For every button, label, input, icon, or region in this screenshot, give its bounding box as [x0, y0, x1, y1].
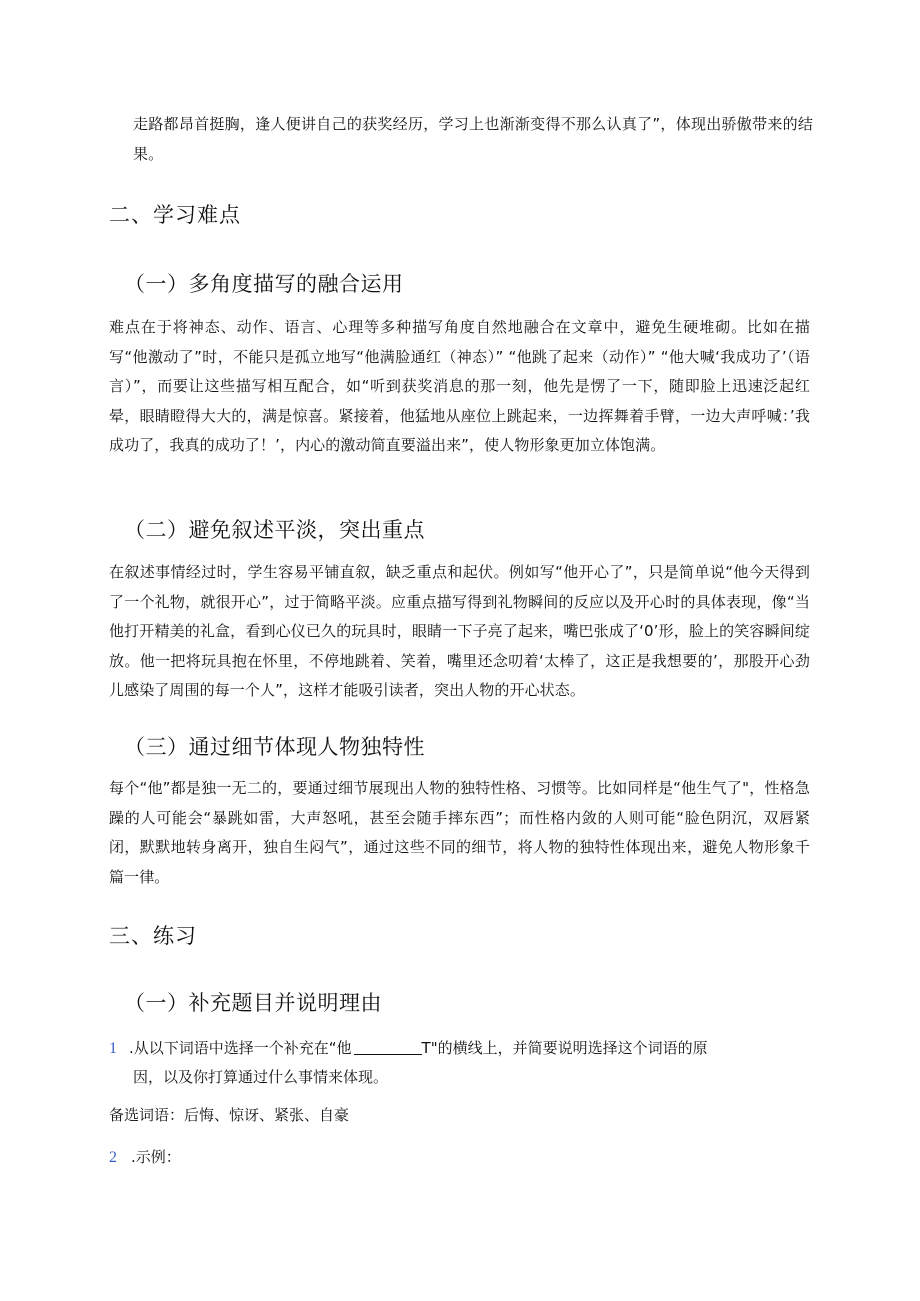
paragraph-avoid-flat: 在叙述事情经过时，学生容易平铺直叙，缺乏重点和起伏。例如写“他开心了”，只是简单说“他今天得到了一个礼物，就很开心”，过于简略平淡。应重点描写得到礼物瞬间的反应以及开心时的具体表现，像“当他打开精美的礼盒，看到心仪已久的玩具时，眼睛一下子亮了起来，嘴巴张成了‘0’形，脸上的笑容瞬间绽放。他一把将玩具抱在怀里，不停地跳着、笑着，嘴里还念叨着‘太棒了，这正是我想要的’，那股开心劲儿感染了周围的每一个人”，这样才能吸引读者，突出人物的开心状态。	[109, 563, 810, 699]
subsection-title-fill-in: （一）补充题目并说明理由	[124, 991, 382, 1015]
list-item-1-text-before: .从以下词语中选择一个补充在“他	[129, 1039, 352, 1057]
list-item-1-text-after: T"的横线上，并简要说明选择这个词语的原	[421, 1039, 708, 1057]
list-item-1	[109, 1034, 809, 1063]
list-item-2-text: .示例：	[131, 1148, 181, 1166]
list-item-2	[109, 1143, 509, 1172]
list-item-1-continuation: 因，以及你打算通过什么事情来体现。	[133, 1068, 389, 1086]
paragraph-details: 每个“他”都是独一无二的，要通过细节展现出人物的独特性格、习惯等。比如同样是“他生气了"，性格急躁的人可能会“暴跳如雷，大声怒吼，甚至会随手摔东西”；而性格内敛的人则可能“脸色阴沉，双唇紧闭，默默地转身离开，独自生闷气”，通过这些不同的细节，将人物的独特性体现出来，避免人物形象千篇一律。	[109, 779, 810, 886]
word-options: 备选词语：后悔、惊讶、紧张、自豪	[109, 1106, 350, 1124]
continued-paragraph: 走路都昂首挺胸，逢人便讲自己的获奖经历，学习上也渐渐变得不那么认真了”，体现出骄傲带来的结果。	[133, 115, 813, 163]
fill-in-blank-line	[354, 1037, 422, 1055]
list-number-1: 1	[109, 1040, 117, 1057]
section-title-difficulties: 二、学习难点	[109, 203, 241, 227]
list-number-2: 2	[109, 1149, 117, 1166]
subsection-title-avoid-flat: （二）避免叙述平淡，突出重点	[124, 518, 425, 542]
subsection-title-details: （三）通过细节体现人物独特性	[124, 735, 425, 759]
subsection-title-multi-angle: （一）多角度描写的融合运用	[124, 272, 404, 296]
section-title-practice: 三、练习	[109, 924, 197, 948]
paragraph-multi-angle: 难点在于将神态、动作、语言、心理等多种描写角度自然地融合在文章中，避免生硬堆砌。比如在描写“他激动了”时，不能只是孤立地写“他满脸通红（神态）” “他跳了起来（动作）” “他大喊‘我成功了’（语言）”，而要让这些描写相互配合，如“听到获奖消息的那一刻，他先是愣了一下，随即脸上迅速泛起红晕，眼睛瞪得大大的，满是惊喜。紧接着，他猛地从座位上跳起来，一边挥舞着手臂，一边大声呼喊：’我成功了，我真的成功了！’，内心的激动简直要溢出来”，使人物形象更加立体饱满。	[109, 318, 810, 454]
